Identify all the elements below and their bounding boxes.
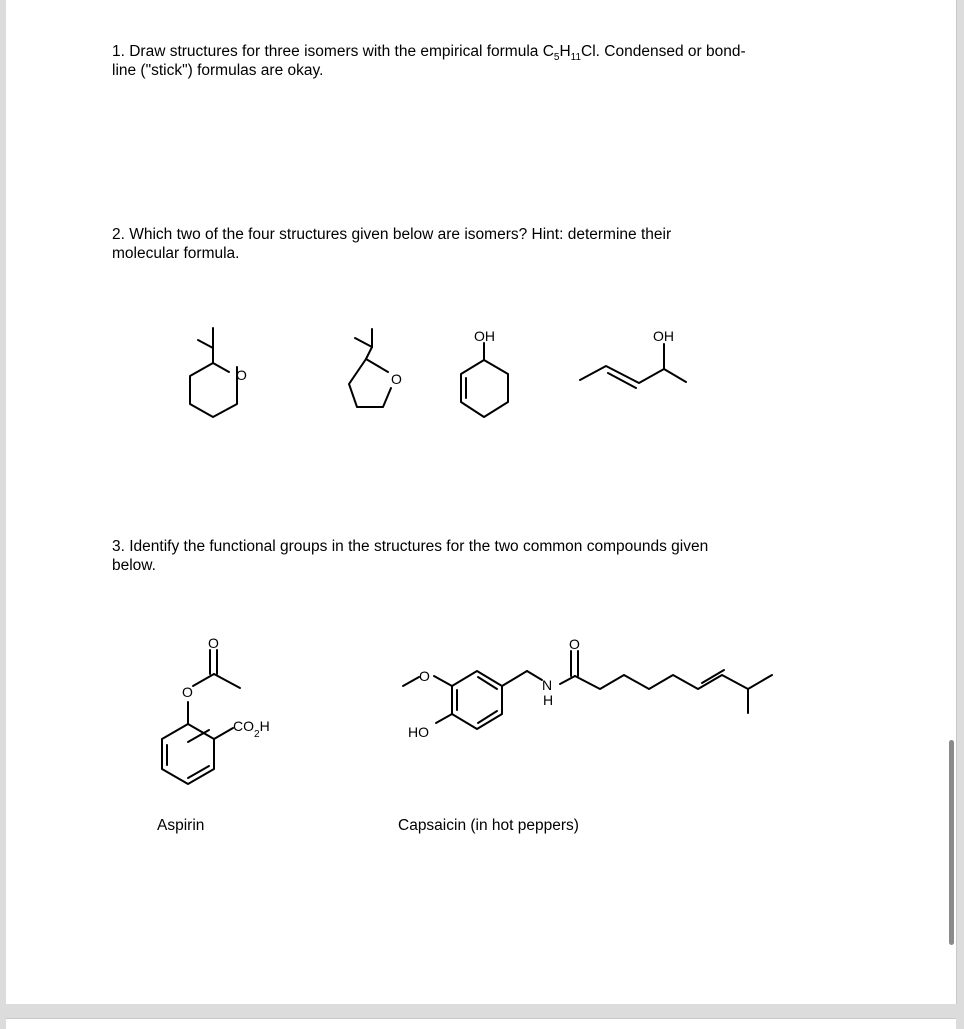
oxane-oxygen-label: O — [236, 367, 247, 383]
question-1-text-a: 1. Draw structures for three isomers with the empirical formula C — [112, 43, 554, 60]
question-2 — [112, 225, 832, 263]
question-2-line-1: 2. Which two of the four structures given below are isomers? Hint: determine their — [112, 226, 672, 243]
capsaicin-hydroxyl-label: HO — [408, 724, 429, 740]
aspirin-label: Aspirin — [157, 817, 205, 834]
capsaicin-amide-hydrogen-label: H — [543, 692, 554, 708]
capsaicin-nitrogen-label: N — [542, 677, 553, 693]
co2h-subscript: 2 — [254, 728, 260, 740]
question-3 — [112, 537, 832, 575]
scrollbar-thumb[interactable] — [949, 740, 954, 945]
formula-subscript-5: 5 — [553, 52, 560, 64]
scrollbar[interactable] — [948, 0, 956, 1004]
question-2-line-2: molecular formula. — [112, 245, 240, 262]
capsaicin-label: Capsaicin (in hot peppers) — [398, 817, 579, 834]
aspirin-carbonyl-oxygen-label: O — [208, 635, 219, 651]
capsaicin-carbonyl-oxygen-label: O — [569, 636, 580, 652]
question-1-text-b: Cl. Condensed or bond- — [581, 43, 746, 60]
question-3-line-2: below. — [112, 557, 156, 574]
aspirin-ester-oxygen-label: O — [182, 684, 193, 700]
question-3-line-1: 3. Identify the functional groups in the structures for the two common compounds given — [112, 538, 709, 555]
question-1 — [112, 42, 832, 80]
co2h-co: CO — [233, 718, 254, 734]
cyclohexenol-hydroxyl-label: OH — [474, 328, 495, 344]
co2h-h: H — [259, 718, 270, 734]
oxolane-oxygen-label: O — [391, 371, 402, 387]
pentenol-hydroxyl-label: OH — [653, 328, 674, 344]
document-page — [6, 0, 957, 1004]
formula-h: H — [559, 43, 571, 60]
capsaicin-ether-oxygen-label: O — [419, 668, 430, 684]
formula-subscript-11: 11 — [570, 52, 582, 64]
question-1-line-2: line ("stick") formulas are okay. — [112, 62, 324, 79]
